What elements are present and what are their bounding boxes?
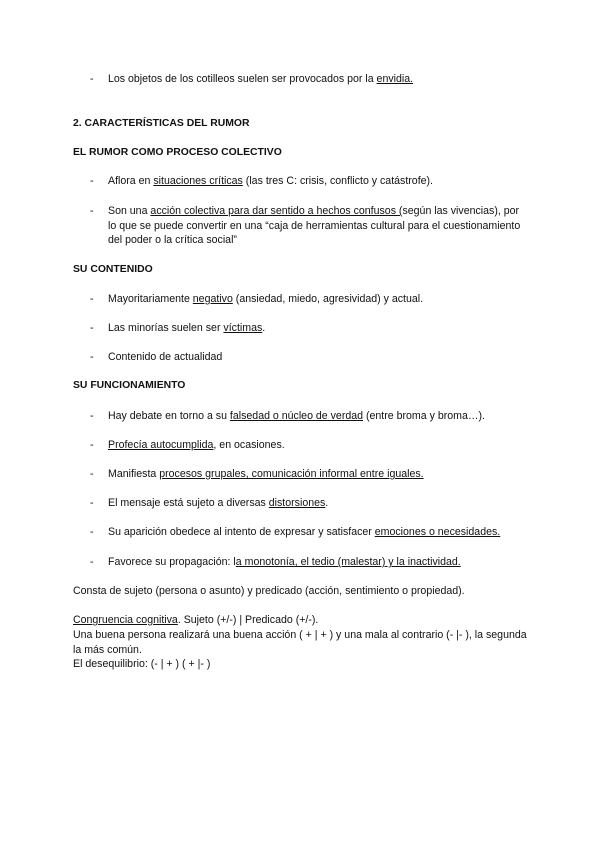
bullet-underlined-text: a monotonía, el tedio (malestar) y la inactividad. <box>235 556 461 568</box>
paragraph-consta: Consta de sujeto (persona o asunto) y predicado (acción, sentimiento o propiedad). <box>73 585 465 597</box>
list-item <box>90 438 530 453</box>
bullet-text: Hay debate en torno a su <box>108 410 230 422</box>
bullet-text-tail: . <box>325 497 329 509</box>
bullet-dash: - <box>90 293 94 305</box>
list-item <box>90 292 530 307</box>
bullet-text: Manifiesta <box>108 468 160 480</box>
bullet-text-tail: . <box>262 322 266 334</box>
bullet-dash: - <box>90 73 94 85</box>
section-heading: 2. CARACTERÍSTICAS DEL RUMOR <box>73 118 250 129</box>
bullet-dash: - <box>90 205 94 217</box>
bullet-underlined-text: emociones o necesidades. <box>374 526 501 538</box>
bullet-text-tail: según las vivencias), por lo que se puede convertir en una “caja de herramientas cultural para el cuestionamiento del poder o la crítica social” <box>108 205 521 247</box>
bullet-underlined-text: negativo <box>192 293 233 305</box>
bullet-dash: - <box>90 322 94 334</box>
bullet-text-tail: (ansiedad, miedo, agresividad) y actual. <box>232 293 424 305</box>
bullet-dash: - <box>90 497 94 509</box>
bullet-underlined-text: víctimas <box>223 322 263 334</box>
bullet-dash: - <box>90 468 94 480</box>
bullet-underlined-text: falsedad o núcleo de verdad <box>229 410 364 422</box>
paragraph-desequilibrio: El desequilibrio: (- | + ) ( + |- ) <box>73 658 211 670</box>
list-item <box>90 409 530 424</box>
list-item <box>90 555 530 570</box>
bullet-dash: - <box>90 351 94 363</box>
subheading-funcionamiento: SU FUNCIONAMIENTO <box>73 380 186 391</box>
list-item <box>90 72 530 87</box>
list-item <box>90 467 530 482</box>
bullet-underlined-text: Profecía autocumplida <box>108 439 214 451</box>
list-item <box>90 525 530 540</box>
bullet-text: Son una <box>108 205 151 217</box>
subheading-colectivo: EL RUMOR COMO PROCESO COLECTIVO <box>73 147 282 158</box>
paragraph-buena-persona: Una buena persona realizará una buena acción ( + | + ) y una mala al contrario (- |- ), la segunda la más común. <box>73 629 527 656</box>
bullet-dash: - <box>90 439 94 451</box>
bullet-underlined-text: distorsiones <box>268 497 326 509</box>
bullet-text: Favorece su propagación: l <box>108 556 236 568</box>
subheading-contenido: SU CONTENIDO <box>73 264 153 275</box>
bullet-text-tail: (las tres C: crisis, conflicto y catástrofe). <box>242 175 434 187</box>
bullet-dash: - <box>90 526 94 538</box>
bullet-text-tail: (entre broma y broma…). <box>363 410 485 422</box>
bullet-text: Su aparición obedece al intento de expresar y satisfacer <box>108 526 375 538</box>
list-item <box>90 496 530 511</box>
bullet-dash: - <box>90 175 94 187</box>
bullet-text: Aflora en <box>108 175 154 187</box>
list-item <box>90 350 530 365</box>
bullet-text: Contenido de actualidad <box>108 351 223 363</box>
bullet-dash: - <box>90 556 94 568</box>
congruencia-text: . Sujeto (+/-) | Predicado (+/-). <box>177 614 319 626</box>
bullet-underlined-text: acción colectiva para dar sentido a hechos confusos ( <box>150 205 403 217</box>
bullet-underlined-text: situaciones críticas <box>153 175 243 187</box>
list-item <box>90 174 530 189</box>
bullet-text: Mayoritariamente <box>108 293 193 305</box>
bullet-underlined-text: envidia. <box>376 73 414 85</box>
congruencia-term: Congruencia cognitiva <box>73 614 178 626</box>
paragraph-congruencia <box>73 613 533 628</box>
bullet-dash: - <box>90 410 94 422</box>
bullet-text: Las minorías suelen ser <box>108 322 224 334</box>
list-item <box>90 204 530 248</box>
bullet-text: Los objetos de los cotilleos suelen ser provocados por la <box>108 73 377 85</box>
bullet-text: El mensaje está sujeto a diversas <box>108 497 269 509</box>
bullet-text-tail: , en ocasiones. <box>213 439 285 451</box>
bullet-underlined-text: procesos grupales, comunicación informal entre iguales. <box>159 468 424 480</box>
list-item <box>90 321 530 336</box>
